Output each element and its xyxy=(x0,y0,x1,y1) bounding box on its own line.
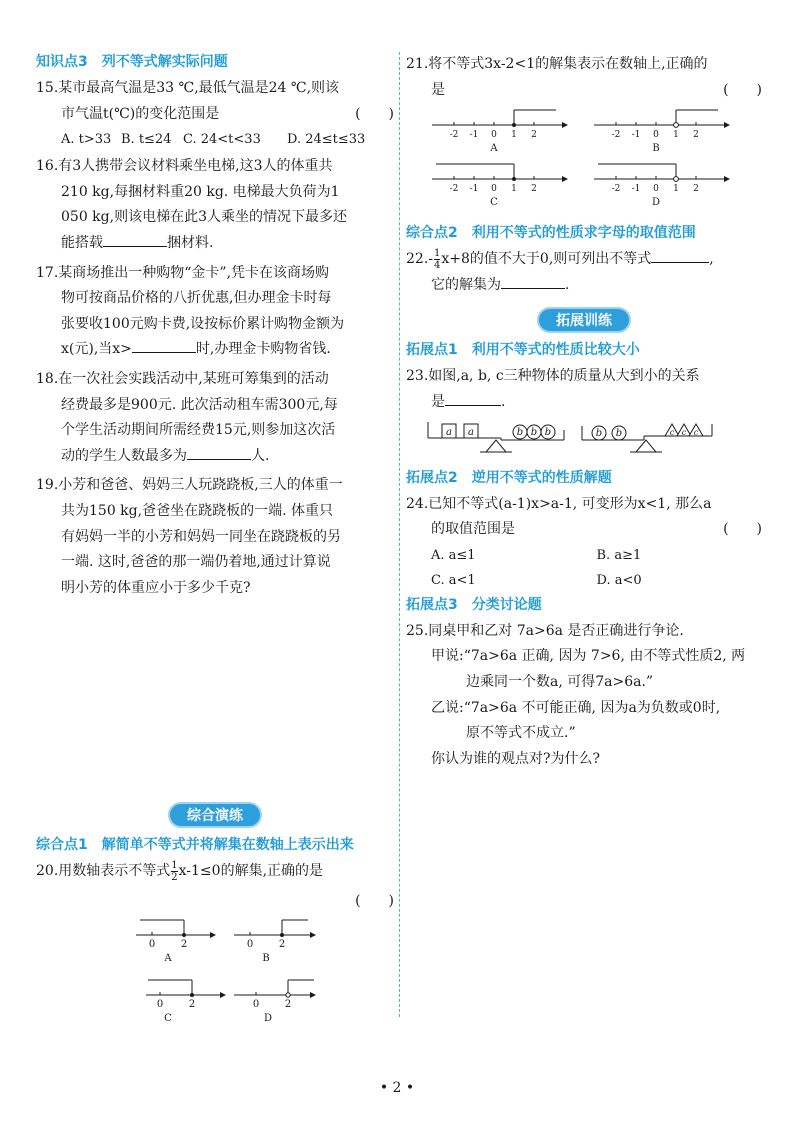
question-16 xyxy=(36,154,394,256)
balance-scale-2 xyxy=(582,424,712,452)
option-d: D. 24≤t≤33 xyxy=(287,132,366,148)
fraction xyxy=(171,860,177,883)
option-b: B. a≥1 xyxy=(596,547,642,563)
tick-label: 0 xyxy=(653,130,659,141)
fill-blank[interactable] xyxy=(501,274,565,289)
question-text: 在一次社会实践活动中,某班可筹集到的活动 xyxy=(58,370,329,387)
question-21 xyxy=(406,52,762,103)
option-label: D xyxy=(651,197,661,209)
tick-label: -1 xyxy=(631,184,641,195)
question-25 xyxy=(406,619,762,773)
number-line-c xyxy=(432,164,568,208)
fraction-denominator: 4 xyxy=(434,259,441,271)
question-text: 原不等式不成立.” xyxy=(466,725,576,742)
option-label: B xyxy=(262,953,270,965)
question-text: x+8的值不大于0,则可列出不等式 xyxy=(441,251,652,268)
question-text: 经费最多是900元. 此次活动租车需300元,每 xyxy=(61,396,338,413)
option-a: A. a≤1 xyxy=(431,547,476,563)
question-text: 甲说:“7a>6a 正确, 因为 7>6, 由不等式性质2, 两 xyxy=(431,648,746,665)
question-text: 动的学生人数最多为 xyxy=(61,447,187,464)
question-text: 某市最高气温是33 ℃,最低气温是24 ℃,则该 xyxy=(58,80,340,96)
question-text: 它的解集为 xyxy=(431,276,501,293)
option-label: B xyxy=(652,143,660,155)
tick-label: -2 xyxy=(449,184,459,195)
fraction-numerator: 1 xyxy=(434,247,441,259)
answer-paren: ( ) xyxy=(355,105,394,122)
question-number: 19. xyxy=(36,477,59,494)
question-text: 乙说:“7a>6a 不可能正确, 因为a为负数或0时, xyxy=(431,699,721,716)
question-text: x(元),当x> xyxy=(61,341,132,358)
balance-scale-1 xyxy=(428,422,564,452)
answer-paren: ( ) xyxy=(723,81,762,98)
weight-label: c xyxy=(669,427,675,437)
section-title: 分类讨论题 xyxy=(471,596,542,613)
option-label: A xyxy=(164,953,172,965)
question-text: . xyxy=(501,393,506,410)
question-text: 捆材料. xyxy=(167,234,214,251)
section-code: 综合点1 xyxy=(36,837,88,854)
weight-label: c xyxy=(681,427,687,437)
tick-label: 0 xyxy=(252,999,260,1011)
tick-label: 2 xyxy=(531,184,537,195)
tick-label: 2 xyxy=(693,130,699,141)
badge-label: 拓展训练 xyxy=(556,313,612,330)
column-divider xyxy=(399,52,400,1017)
section-code: 综合点2 xyxy=(406,225,458,242)
fill-blank[interactable] xyxy=(132,338,196,353)
tick-label: 2 xyxy=(531,130,537,141)
section-heading xyxy=(406,223,762,243)
question-18 xyxy=(36,367,394,469)
weight-label: b xyxy=(516,426,524,438)
badge-label: 综合演练 xyxy=(187,808,243,825)
option-c: C. 24<t<33 xyxy=(183,132,261,148)
question-text: 小芳和爸爸、妈妈三人玩跷跷板,三人的体重一 xyxy=(58,477,343,494)
question-text: 用数轴表示不等式 xyxy=(58,863,171,880)
section-title: 逆用不等式的性质解题 xyxy=(471,469,612,486)
answer-paren: ( ) xyxy=(355,892,394,909)
section-heading xyxy=(36,52,394,72)
question-number: 20. xyxy=(36,863,59,880)
fraction xyxy=(434,248,440,271)
number-line-a xyxy=(136,920,216,964)
tick-label: 2 xyxy=(278,939,286,951)
weight-label: b xyxy=(615,427,623,439)
tick-label: 2 xyxy=(693,184,699,195)
option-label: A xyxy=(490,143,498,155)
fraction-denominator: 2 xyxy=(171,871,178,883)
weight-label: b xyxy=(530,426,538,438)
question-17 xyxy=(36,261,394,363)
question-text: 共为150 kg,爸爸坐在跷跷板的一端. 体重只 xyxy=(61,502,333,519)
question-text: 你认为谁的观点对?为什么? xyxy=(431,750,601,767)
tick-label: 0 xyxy=(491,184,497,195)
question-text: x-1≤0的解集,正确的是 xyxy=(178,863,324,880)
tick-label: 0 xyxy=(491,130,497,141)
tick-label: 1 xyxy=(511,184,517,195)
tick-label: 0 xyxy=(148,939,156,951)
question-text: 个学生活动期间所需经费15元,则参加这次活 xyxy=(61,422,336,439)
tick-label: -2 xyxy=(449,130,459,141)
number-line-a xyxy=(432,110,568,154)
weight-label: a xyxy=(468,426,474,438)
number-line-b xyxy=(234,920,316,964)
fill-blank[interactable] xyxy=(651,248,709,263)
question-number: 21. xyxy=(406,56,429,72)
question-number: 24. xyxy=(406,495,429,512)
question-text: 边乘同一个数a, 可得7a>6a.” xyxy=(466,673,654,690)
left-column xyxy=(36,52,394,1036)
option-d: D. a<0 xyxy=(596,572,642,588)
option-label: C xyxy=(490,197,498,209)
right-column xyxy=(406,52,762,772)
question-23 xyxy=(406,364,762,415)
question-text: 的取值范围是 xyxy=(431,521,515,538)
number-line-c xyxy=(146,980,226,1024)
weight-label: c xyxy=(693,427,699,437)
section-code: 拓展点3 xyxy=(406,596,458,613)
question-text: 210 kg,每捆材料重20 kg. 电梯最大负荷为1 xyxy=(61,183,340,200)
section-heading xyxy=(406,595,762,615)
question-number: 22. xyxy=(406,251,429,268)
tick-label: -2 xyxy=(611,184,621,195)
question-text: 能搭载 xyxy=(61,234,103,251)
tick-label: 0 xyxy=(653,184,659,195)
answer-paren: ( ) xyxy=(723,521,762,538)
tick-label: 1 xyxy=(673,130,679,141)
question-text: . xyxy=(565,276,570,293)
question-text: 明小芳的体重应小于多少千克? xyxy=(61,579,251,596)
question-text: 人. xyxy=(251,447,270,464)
option-label: D xyxy=(263,1013,273,1025)
question-text: 市气温t(℃)的变化范围是 xyxy=(61,105,220,122)
section-title: 利用不等式的性质比较大小 xyxy=(471,342,640,359)
number-line-d xyxy=(234,980,316,1024)
fraction-numerator: 1 xyxy=(171,859,178,871)
option-c: C. a<1 xyxy=(431,572,476,588)
question-text: - xyxy=(428,251,433,268)
question-text: 有3人携带会议材料乘坐电梯,这3人的体重共 xyxy=(58,158,333,175)
question-text: 同桌甲和乙对 7a>6a 是否正确进行争论. xyxy=(428,622,684,639)
question-text: 已知不等式(a-1)x>a-1, 可变形为x<1, 那么a xyxy=(428,495,712,512)
section-code: 拓展点2 xyxy=(406,469,458,486)
tick-label: -2 xyxy=(611,130,621,141)
question-19 xyxy=(36,473,394,601)
page-number: • 2 • xyxy=(379,1080,415,1096)
option-b: B. t≤24 xyxy=(121,132,172,148)
tick-label: 1 xyxy=(673,184,679,195)
question-number: 23. xyxy=(406,368,429,385)
tick-label: 2 xyxy=(284,999,292,1011)
question-text: 时,办理金卡购物省钱. xyxy=(195,341,331,358)
question-number: 17. xyxy=(36,264,59,281)
question-text: 张要收100元购卡费,设按标价累计购物金额为 xyxy=(61,315,345,332)
tick-label: -1 xyxy=(469,184,479,195)
question-number: 25. xyxy=(406,622,429,639)
question-text: 一端. 这时,爸爸的那一端仍着地,通过计算说 xyxy=(61,554,331,571)
section-code: 拓展点1 xyxy=(406,342,458,359)
option-label: C xyxy=(164,1013,172,1025)
section-code: 知识点3 xyxy=(36,54,88,70)
tick-label: -1 xyxy=(469,130,479,141)
question-24 xyxy=(406,492,762,593)
section-badge xyxy=(167,801,263,829)
question-text: 物可按商品价格的八折优惠,但办理金卡时每 xyxy=(61,290,332,307)
question-number: 18. xyxy=(36,370,59,387)
weight-label: b xyxy=(544,426,552,438)
section-title: 解简单不等式并将解集在数轴上表示出来 xyxy=(101,837,354,854)
balance-scales-figure xyxy=(406,418,762,464)
question-number: 16. xyxy=(36,158,59,175)
question-text: 将不等式3x-2<1的解集表示在数轴上,正确的 xyxy=(428,56,708,72)
weight-label: b xyxy=(595,427,603,439)
fill-blank[interactable] xyxy=(445,391,501,406)
tick-label: 1 xyxy=(511,130,517,141)
q20-number-line-figures xyxy=(36,916,394,1036)
question-20 xyxy=(36,859,394,914)
number-line-b xyxy=(594,110,730,154)
tick-label: 0 xyxy=(246,939,254,951)
section-title: 利用不等式的性质求字母的取值范围 xyxy=(471,225,696,242)
question-22: 22. - $\frac{1}{4}$ x+8的值不大于0,则可列出不等式 , 它的解集为 . xyxy=(406,247,714,293)
question-15 xyxy=(36,76,394,152)
section-title: 列不等式解实际问题 xyxy=(101,54,228,70)
fill-blank[interactable] xyxy=(187,445,251,460)
weight-label: a xyxy=(446,426,452,438)
tick-label: 2 xyxy=(188,999,196,1011)
tick-label: 2 xyxy=(180,939,188,951)
question-text: 某商场推出一种购物“金卡”,凭卡在该商场购 xyxy=(58,264,330,281)
question-text: 050 kg,则该电梯在此3人乘坐的情况下最多还 xyxy=(61,209,347,226)
q21-number-line-figures xyxy=(406,105,762,217)
section-heading xyxy=(36,835,394,855)
question-number: 15. xyxy=(36,80,59,96)
section-badge xyxy=(536,306,632,334)
section-heading xyxy=(406,340,762,360)
fill-blank[interactable] xyxy=(103,232,167,247)
question-text: 是 xyxy=(431,81,445,98)
tick-label: -1 xyxy=(631,130,641,141)
question-text: 是 xyxy=(431,393,445,410)
number-line-d xyxy=(594,164,730,208)
option-a: A. t>33 xyxy=(61,132,112,148)
section-heading xyxy=(406,468,762,488)
question-text: 如图,a, b, c三种物体的质量从大到小的关系 xyxy=(428,368,700,385)
question-text: 有妈妈一半的小芳和妈妈一同坐在跷跷板的另 xyxy=(61,528,341,545)
tick-label: 0 xyxy=(156,999,164,1011)
